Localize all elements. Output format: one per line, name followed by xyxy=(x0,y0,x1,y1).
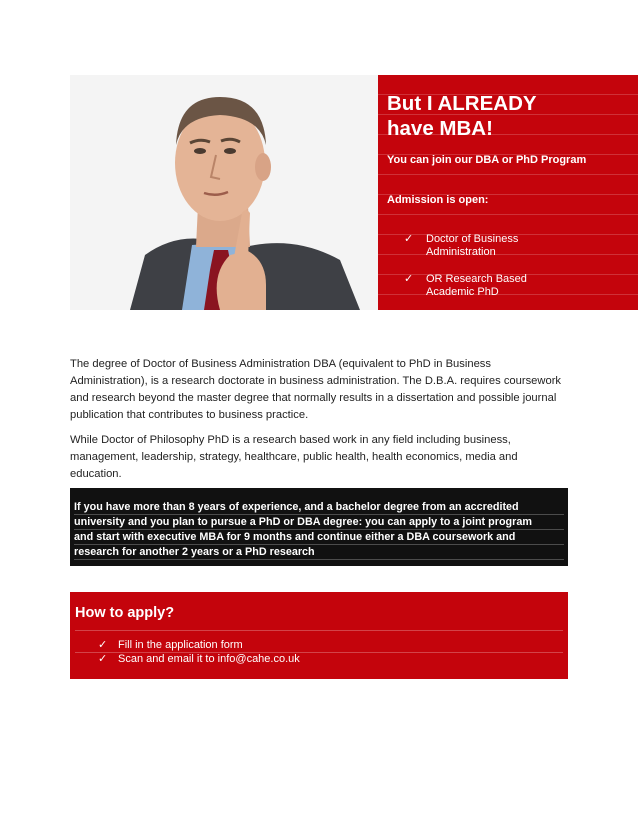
dba-paragraph: The degree of Doctor of Business Administration DBA (equivalent to PhD in Business Administration), is a research doctorate in business administration. The D.B.A. requires coursework and research beyond the master degree that normally results in a dissertation and possible journal publication that contributes to business practice. xyxy=(70,358,562,421)
checkmark-icon: ✓ xyxy=(98,639,108,651)
apply-title: How to apply? xyxy=(75,605,175,621)
how-to-apply-panel xyxy=(70,592,568,679)
callout-line: and start with executive MBA for 9 months and continue either a DBA coursework and xyxy=(74,530,564,545)
option-line2: Academic PhD xyxy=(426,286,499,298)
list-item xyxy=(404,233,624,259)
divider xyxy=(75,630,563,631)
description-text xyxy=(70,356,570,491)
photo-illustration xyxy=(70,75,378,310)
promo-panel xyxy=(378,75,638,310)
callout-text xyxy=(74,500,564,560)
option-line2: Administration xyxy=(426,246,496,258)
callout-line: If you have more than 8 years of experience, and a bachelor degree from an accredited xyxy=(74,500,564,515)
admission-label: Admission is open: xyxy=(387,194,489,206)
promo-title-line2: have MBA! xyxy=(387,117,493,140)
callout-line: research for another 2 years or a PhD research xyxy=(74,545,564,560)
step-text: Fill in the application form xyxy=(118,639,243,651)
promo-subtitle: You can join our DBA or PhD Program xyxy=(387,154,587,166)
option-line1: Doctor of Business xyxy=(426,233,519,245)
apply-steps xyxy=(98,638,300,666)
callout-line: university and you plan to pursue a PhD or DBA degree: you can apply to a joint program xyxy=(74,515,564,530)
list-item xyxy=(98,638,300,652)
experience-callout xyxy=(70,488,568,566)
promo-title xyxy=(387,91,627,141)
checkmark-icon: ✓ xyxy=(404,273,414,285)
thinking-man-photo xyxy=(70,75,378,310)
list-item xyxy=(98,652,300,666)
checkmark-icon: ✓ xyxy=(404,233,414,245)
program-options xyxy=(404,233,624,313)
hero-banner xyxy=(70,75,587,310)
promo-title-line1: But I ALREADY xyxy=(387,92,537,115)
checkmark-icon: ✓ xyxy=(98,653,108,665)
phd-paragraph: While Doctor of Philosophy PhD is a research based work in any field including business, management, leadership, strategy, healthcare, public health, health economics, media and education. xyxy=(70,434,518,480)
step-text: Scan and email it to info@cahe.co.uk xyxy=(118,653,300,665)
list-item xyxy=(404,273,624,299)
option-line1: OR Research Based xyxy=(426,273,527,285)
